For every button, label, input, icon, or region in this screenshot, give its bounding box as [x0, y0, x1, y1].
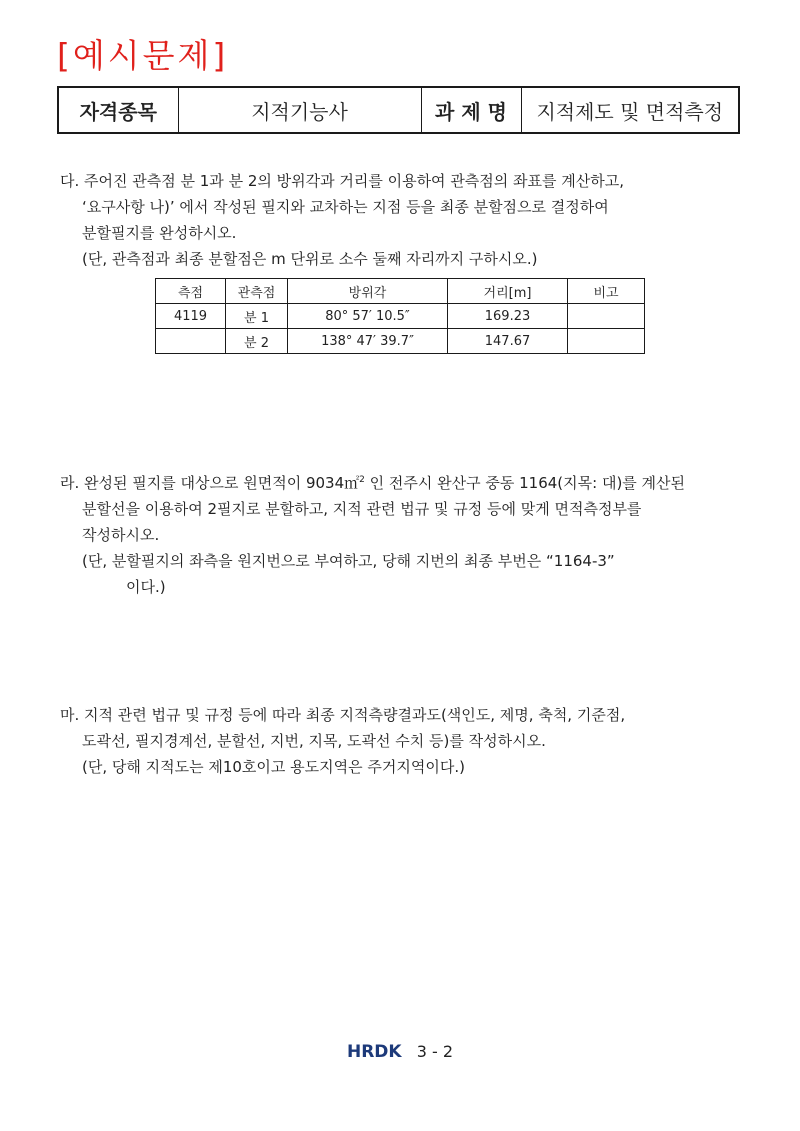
section-ma-line: 도곽선, 필지경계선, 분할선, 지번, 지목, 도곽선 수치 등)를 작성하시오. — [82, 732, 546, 750]
section-ra-note: (단, 분할필지의 좌측을 원지번으로 부여하고, 당해 지번의 최종 부번은 “1164-3” — [82, 552, 615, 570]
section-ra-line: 작성하시오. — [82, 526, 160, 544]
qualification-value: 지적기능사 — [178, 87, 421, 133]
section-da-line: ‘요구사항 나)’ 에서 작성된 필지와 교차하는 지점 등을 최종 분할점으로 결정하여 — [82, 198, 609, 216]
table-cell — [568, 304, 645, 329]
section-ma — [60, 702, 625, 780]
table-cell: 분 1 — [226, 304, 288, 329]
section-ra-line: 분할선을 이용하여 2필지로 분할하고, 지적 관련 법규 및 규정 등에 맞게 면적측정부를 — [82, 500, 642, 518]
observation-table — [155, 278, 645, 354]
section-ra-note-end: 이다.) — [126, 578, 166, 596]
section-da — [60, 168, 624, 272]
section-ra-line1-post: 인 전주시 완산구 중동 1164(지목: 대)를 계산된 — [364, 474, 686, 492]
table-cell: 4119 — [156, 304, 226, 329]
table-cell: 147.67 — [448, 329, 568, 354]
superscript-two: 2 — [359, 475, 365, 485]
section-ma-note: (단, 당해 지적도는 제10호이고 용도지역은 주거지역이다.) — [82, 758, 465, 776]
page-title: [예시문제] — [57, 36, 229, 75]
page-footer — [0, 1042, 800, 1062]
section-da-line: 분할필지를 완성하시오. — [82, 224, 237, 242]
task-label: 과 제 명 — [421, 87, 521, 133]
table-row — [156, 329, 645, 354]
table-header-cell: 측점 — [156, 279, 226, 304]
section-ra — [60, 467, 685, 600]
section-ma-line: 마. 지적 관련 법규 및 규정 등에 따라 최종 지적측량결과도(색인도, 제명, 축척, 기준점, — [60, 706, 626, 724]
section-da-note: (단, 관측점과 최종 분할점은 m 단위로 소수 둘째 자리까지 구하시오.) — [82, 250, 538, 268]
table-header-row — [156, 279, 645, 304]
table-row — [156, 304, 645, 329]
table-header-cell: 방위각 — [288, 279, 448, 304]
table-cell: 169.23 — [448, 304, 568, 329]
page-number: 3 - 2 — [416, 1042, 453, 1061]
exam-header-table — [57, 86, 740, 134]
table-header-cell: 관측점 — [226, 279, 288, 304]
table-cell: 80° 57′ 10.5″ — [288, 304, 448, 329]
section-ra-line1-pre: 라. 완성된 필지를 대상으로 원면적이 9034㎡ — [60, 474, 360, 492]
table-cell — [568, 329, 645, 354]
table-header-cell: 비고 — [568, 279, 645, 304]
section-da-line: 다. 주어진 관측점 분 1과 분 2의 방위각과 거리를 이용하여 관측점의 좌표를 계산하고, — [60, 172, 625, 190]
table-cell: 138° 47′ 39.7″ — [288, 329, 448, 354]
table-cell — [156, 329, 226, 354]
hrdk-logo: HRDK — [346, 1042, 402, 1062]
table-cell: 분 2 — [226, 329, 288, 354]
table-header-cell: 거리[m] — [448, 279, 568, 304]
task-value: 지적제도 및 면적측정 — [521, 87, 739, 133]
qualification-label: 자격종목 — [58, 87, 178, 133]
section-ra-line — [60, 467, 685, 496]
